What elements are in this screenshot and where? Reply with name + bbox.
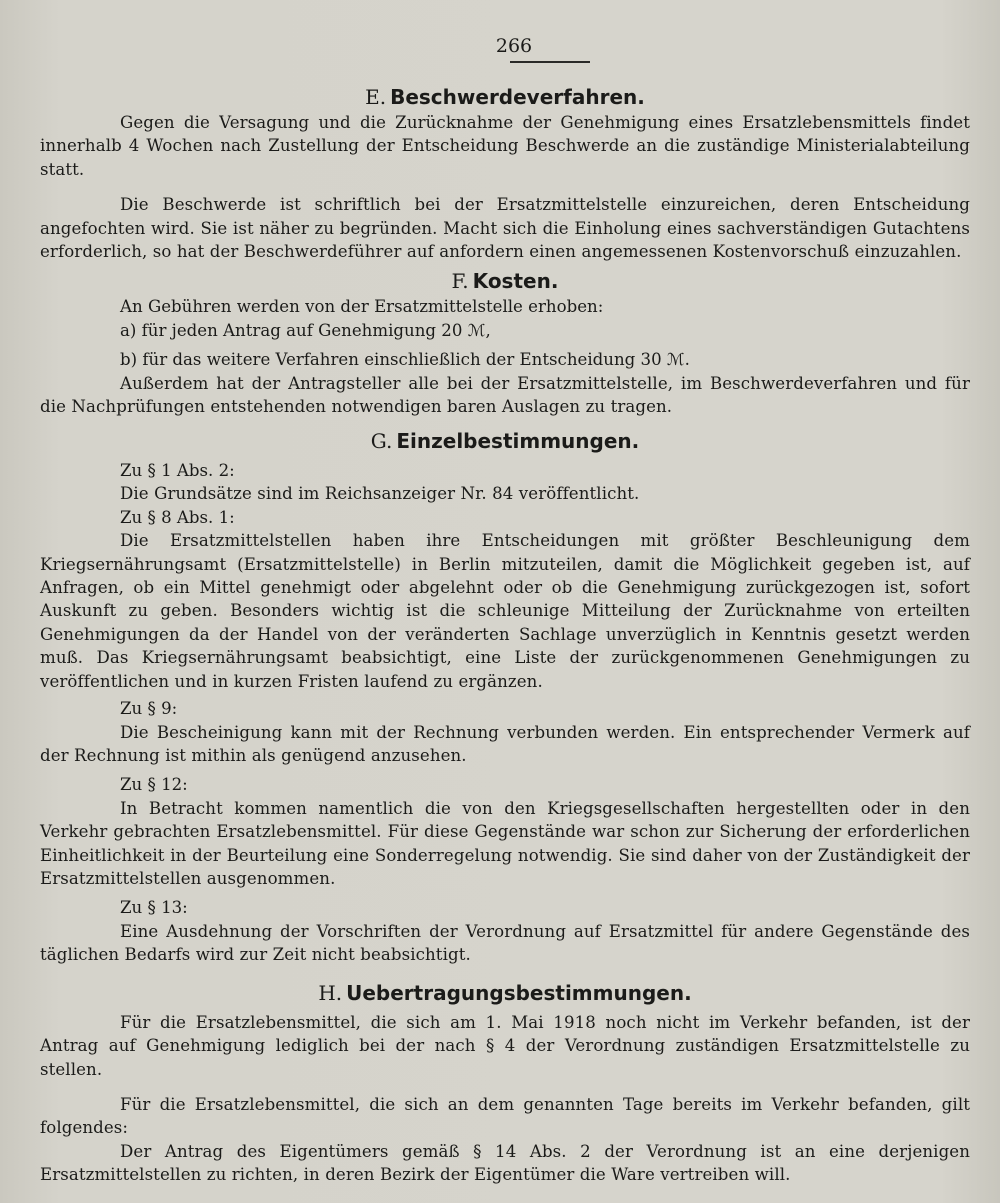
subsection-heading: Zu § 12: bbox=[120, 775, 188, 795]
section-f-heading bbox=[40, 267, 970, 295]
subsection-heading: Zu § 8 Abs. 1: bbox=[120, 507, 235, 527]
section-g-heading bbox=[40, 427, 970, 455]
section-e-paragraph-1: Gegen die Versagung und die Zurücknahme der Genehmigung eines Ersatzlebensmittels findet innerhalb 4 Wochen nach Zustellung der Entscheidung Beschwerde an die zuständige Ministerialabteilung statt. bbox=[40, 113, 970, 179]
section-e-heading bbox=[40, 83, 970, 111]
section-f-item-a: a) für jeden Antrag auf Genehmigung 20 ℳ, bbox=[120, 320, 491, 340]
section-e-paragraph-2: Die Beschwerde ist schriftlich bei der Ersatzmittelstelle einzureichen, deren Entscheidung angefochten wird. Sie ist näher zu begründen. Macht sich die Einholung eines sachverständigen Gutachtens erforderlich, so hat der Beschwerdeführer auf anfordern einen angemessenen Kostenvorschuß einzuzahlen. bbox=[40, 195, 970, 262]
section-f-letter: F. bbox=[451, 269, 469, 294]
subsection-text: In Betracht kommen namentlich die von den Kriegsgesellschaften hergestellten oder in den Verkehr gebrachten Ersatzlebensmittel. Für diese Gegenstände war schon zur Sicherung der erforderlichen Einheitlichkeit in der Beurteilung eine Sonderregelung notwendig. Sie sind daher von der Zuständigkeit der Ersatzmittelstellen ausgenommen. bbox=[40, 798, 970, 889]
section-e-letter: E. bbox=[365, 85, 387, 109]
subsection-text: Die Ersatzmittelstellen haben ihre Entscheidungen mit größter Beschleunigung dem Kriegsernährungsamt (Ersatzmittelstelle) in Berlin mitzuteilen, damit die Möglichkeit gegeben ist, auf Anfragen, ob ein Mittel genehmigt oder abgelehnt oder ob die Genehmigung zurückgezogen ist, sofort Auskunft zu geben. Besonders wichtig ist die schleunige Mitteilung der Zurücknahme von erteilten Genehmigungen da der Handel von der veränderten Sachlage unverzüglich in Kenntnis gesetzt werden muß. Das Kriegsernährungsamt beabsichtigt, eine Liste der zurückgenommenen Genehmigungen zu veröffentlichen und in kurzen Fristen laufend zu ergänzen. bbox=[40, 531, 970, 691]
page-number: 266 bbox=[495, 35, 533, 57]
subsection-zu-8 bbox=[40, 506, 970, 693]
section-f-title: Kosten. bbox=[472, 269, 559, 294]
subsection-text: Die Grundsätze sind im Reichsanzeiger Nr. 84 veröffentlicht. bbox=[120, 484, 640, 504]
subsection-heading: Zu § 9: bbox=[120, 699, 178, 718]
section-e bbox=[40, 83, 970, 263]
section-h-paragraph-2: Für die Ersatzlebensmittel, die sich an dem genannten Tage bereits im Verkehr befanden, gilt folgendes: bbox=[40, 1094, 970, 1138]
subsection-heading: Zu § 1 Abs. 2: bbox=[120, 460, 235, 480]
section-f-item-b: b) für das weitere Verfahren einschließlich der Entscheidung 30 ℳ. bbox=[120, 350, 690, 370]
subsection-zu-13 bbox=[40, 896, 970, 966]
subsection-text: Die Bescheinigung kann mit der Rechnung verbunden werden. Ein entsprechender Vermerk auf der Rechnung ist mithin als genügend anzusehen. bbox=[40, 722, 970, 765]
section-h-heading bbox=[40, 979, 970, 1007]
section-g-letter: G. bbox=[370, 428, 393, 453]
section-e-title: Beschwerdeverfahren. bbox=[390, 85, 645, 109]
subsection-heading: Zu § 13: bbox=[120, 898, 188, 918]
section-f-intro: An Gebühren werden von der Ersatzmittelstelle erhoben: bbox=[120, 297, 604, 317]
section-h-paragraph-3: Der Antrag des Eigentümers gemäß § 14 Abs. 2 der Verordnung ist an eine derjenigen Ersatzmittelstellen zu richten, in deren Bezirk der Eigentümer die Ware vertreiben will. bbox=[40, 1141, 970, 1185]
subsection-zu-12 bbox=[40, 773, 970, 890]
section-g bbox=[40, 427, 970, 967]
subsection-zu-1 bbox=[40, 459, 970, 506]
section-h-title: Uebertragungsbestimmungen. bbox=[346, 980, 692, 1005]
section-g-title: Einzelbestimmungen. bbox=[396, 428, 640, 453]
section-h-paragraph-1: Für die Ersatzlebensmittel, die sich am 1. Mai 1918 noch nicht im Verkehr befanden, ist der Antrag auf Genehmigung lediglich bei der nach § 4 der Verordnung zuständigen Ersatzmittelstelle zu stellen. bbox=[40, 1012, 970, 1079]
page-number-rule bbox=[510, 61, 590, 63]
section-f-closing: Außerdem hat der Antragsteller alle bei der Ersatzmittelstelle, im Beschwerdeverfahren und für die Nachprüfungen entstehenden notwendigen baren Auslagen zu tragen. bbox=[40, 373, 970, 417]
section-f bbox=[40, 267, 970, 418]
subsection-zu-9 bbox=[40, 697, 970, 767]
section-h bbox=[40, 979, 970, 1187]
subsection-text: Eine Ausdehnung der Vorschriften der Verordnung auf Ersatzmittel für andere Gegenstände des täglichen Bedarfs wird zur Zeit nicht beabsichtigt. bbox=[40, 921, 970, 965]
section-h-letter: H. bbox=[318, 980, 343, 1005]
